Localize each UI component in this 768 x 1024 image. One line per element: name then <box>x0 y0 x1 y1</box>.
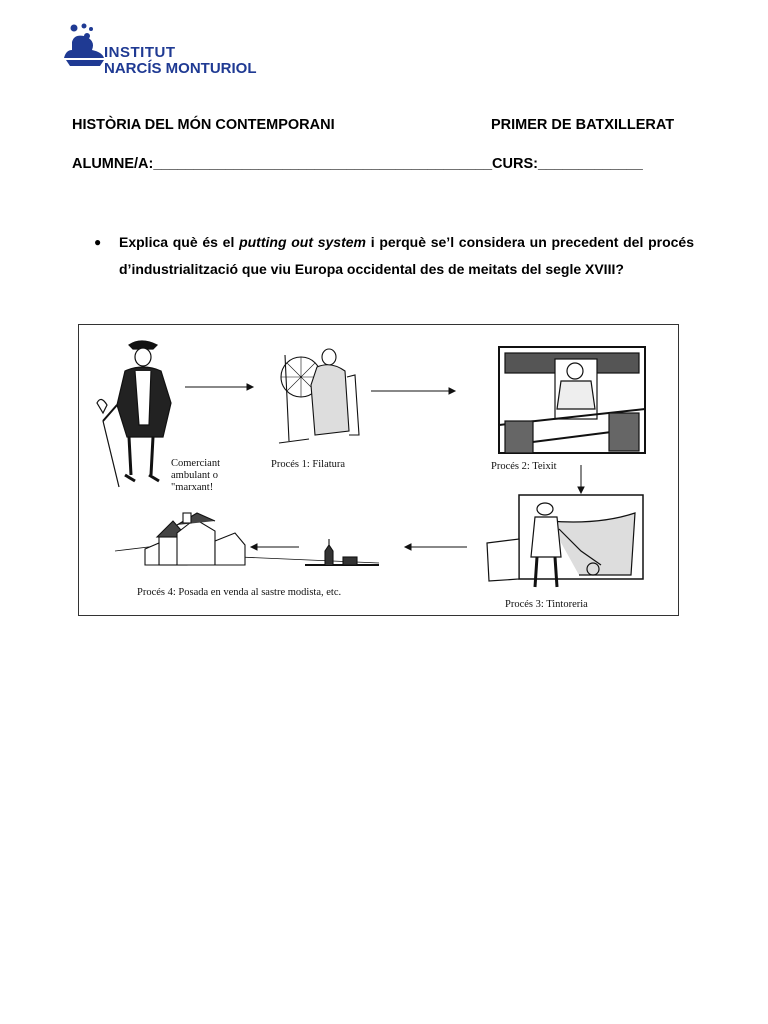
document-header <box>72 117 692 133</box>
weaving-illustration <box>499 347 645 453</box>
step4-caption: Procés 4: Posada en venda al sastre modista, etc. <box>137 587 342 598</box>
logo-line2: NARCÍS MONTURIOL <box>104 60 257 77</box>
step2-caption: Procés 2: Teixit <box>491 461 557 472</box>
merchant-illustration <box>97 341 171 487</box>
step3-caption: Procés 3: Tintoreria <box>505 599 588 610</box>
question-item <box>94 229 694 283</box>
question-text <box>119 229 694 283</box>
figure-illustration <box>79 325 680 617</box>
bullet-icon: ● <box>94 235 102 249</box>
village-illustration <box>115 513 379 565</box>
merchant-caption <box>171 458 220 494</box>
logo-emblem-icon <box>62 22 108 74</box>
merchant-caption-line3: "marxant! <box>171 482 214 493</box>
dyeing-illustration <box>487 495 643 587</box>
school-logo <box>62 22 262 82</box>
spinning-illustration <box>279 349 359 443</box>
question-emphasis: putting out system <box>239 234 366 250</box>
student-name-field: ALUMNE/A:__________________________________________CURS:_____________ <box>72 156 643 172</box>
logo-line1: INSTITUT <box>104 44 176 61</box>
putting-out-system-figure <box>78 324 679 616</box>
merchant-caption-line1: Comerciant <box>171 458 220 469</box>
step1-caption: Procés 1: Filatura <box>271 459 346 470</box>
course-level: PRIMER DE BATXILLERAT <box>491 117 675 133</box>
question-text-start: Explica què és el <box>119 234 240 250</box>
merchant-caption-line2: ambulant o <box>171 470 218 481</box>
question-text-end: i perquè se’l considera un precedent del procés d’industrialització que viu Europa occidental des de meitats del segle XVIII? <box>119 234 694 277</box>
subject-title: HISTÒRIA DEL MÓN CONTEMPORANI <box>72 117 335 133</box>
